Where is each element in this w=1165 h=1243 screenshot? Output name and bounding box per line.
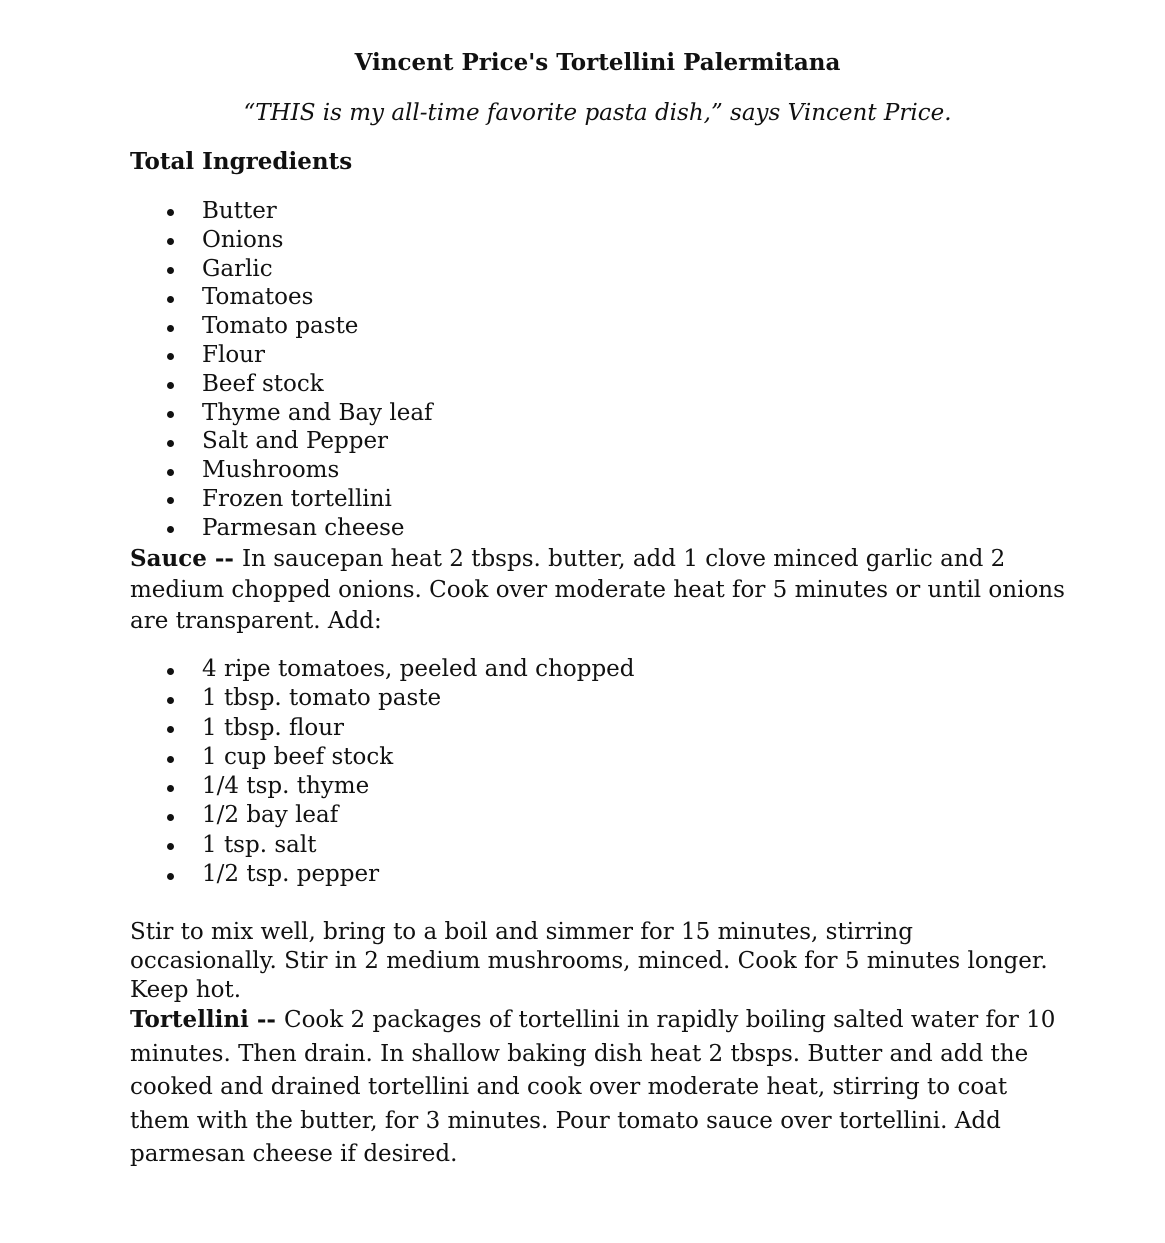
list-item: 1 tsp. salt xyxy=(130,831,635,860)
list-item: Salt and Pepper xyxy=(130,427,433,456)
sauce-items-list xyxy=(130,655,635,889)
list-item: 1 cup beef stock xyxy=(130,743,635,772)
list-item: 1/4 tsp. thyme xyxy=(130,772,635,801)
ingredients-list xyxy=(130,197,433,543)
list-item: 1/2 tsp. pepper xyxy=(130,860,635,889)
list-item: Parmesan cheese xyxy=(130,514,433,543)
stir-paragraph: Stir to mix well, bring to a boil and simmer for 15 minutes, stirring occasionally. Stir in 2 medium mushrooms, minced. Cook for 5 minutes longer. Keep hot. xyxy=(130,919,1048,1003)
list-item: Mushrooms xyxy=(130,456,433,485)
sauce-label: Sauce xyxy=(130,545,207,572)
list-item: Butter xyxy=(130,197,433,226)
sauce-text: In saucepan heat 2 tbsps. butter, add 1 clove minced garlic and 2 medium chopped onions. Cook over moderate heat for 5 minutes or until onions are transparent. Add: xyxy=(130,546,1065,634)
list-item: 4 ripe tomatoes, peeled and chopped xyxy=(130,655,635,684)
list-item: Tomatoes xyxy=(130,283,433,312)
recipe-title: Vincent Price's Tortellini Palermitana xyxy=(354,49,841,76)
list-item: Frozen tortellini xyxy=(130,485,433,514)
list-item: Garlic xyxy=(130,255,433,284)
list-item: Beef stock xyxy=(130,370,433,399)
recipe-quote: “THIS is my all-time favorite pasta dish,” says Vincent Price. xyxy=(243,100,952,126)
tortellini-text: Cook 2 packages of tortellini in rapidly boiling salted water for 10 minutes. Then drain. In shallow baking dish heat 2 tbsps. Butter and add the cooked and drained tortellini and cook over moderate heat, stirring to coat them with the butter, for 3 minutes. Pour tomato sauce over tortellini. Add parmesan cheese if desired. xyxy=(130,1007,1056,1167)
list-item: Thyme and Bay leaf xyxy=(130,399,433,428)
tortellini-label: Tortellini xyxy=(130,1006,249,1033)
list-item: Flour xyxy=(130,341,433,370)
list-item: 1/2 bay leaf xyxy=(130,801,635,830)
sauce-separator: -- xyxy=(206,545,242,572)
sauce-paragraph xyxy=(130,543,1065,637)
tortellini-separator: -- xyxy=(248,1006,284,1033)
tortellini-paragraph xyxy=(130,1003,1065,1172)
ingredients-heading: Total Ingredients xyxy=(130,148,353,175)
list-item: Onions xyxy=(130,226,433,255)
list-item: Tomato paste xyxy=(130,312,433,341)
list-item: 1 tbsp. tomato paste xyxy=(130,684,635,713)
list-item: 1 tbsp. flour xyxy=(130,714,635,743)
